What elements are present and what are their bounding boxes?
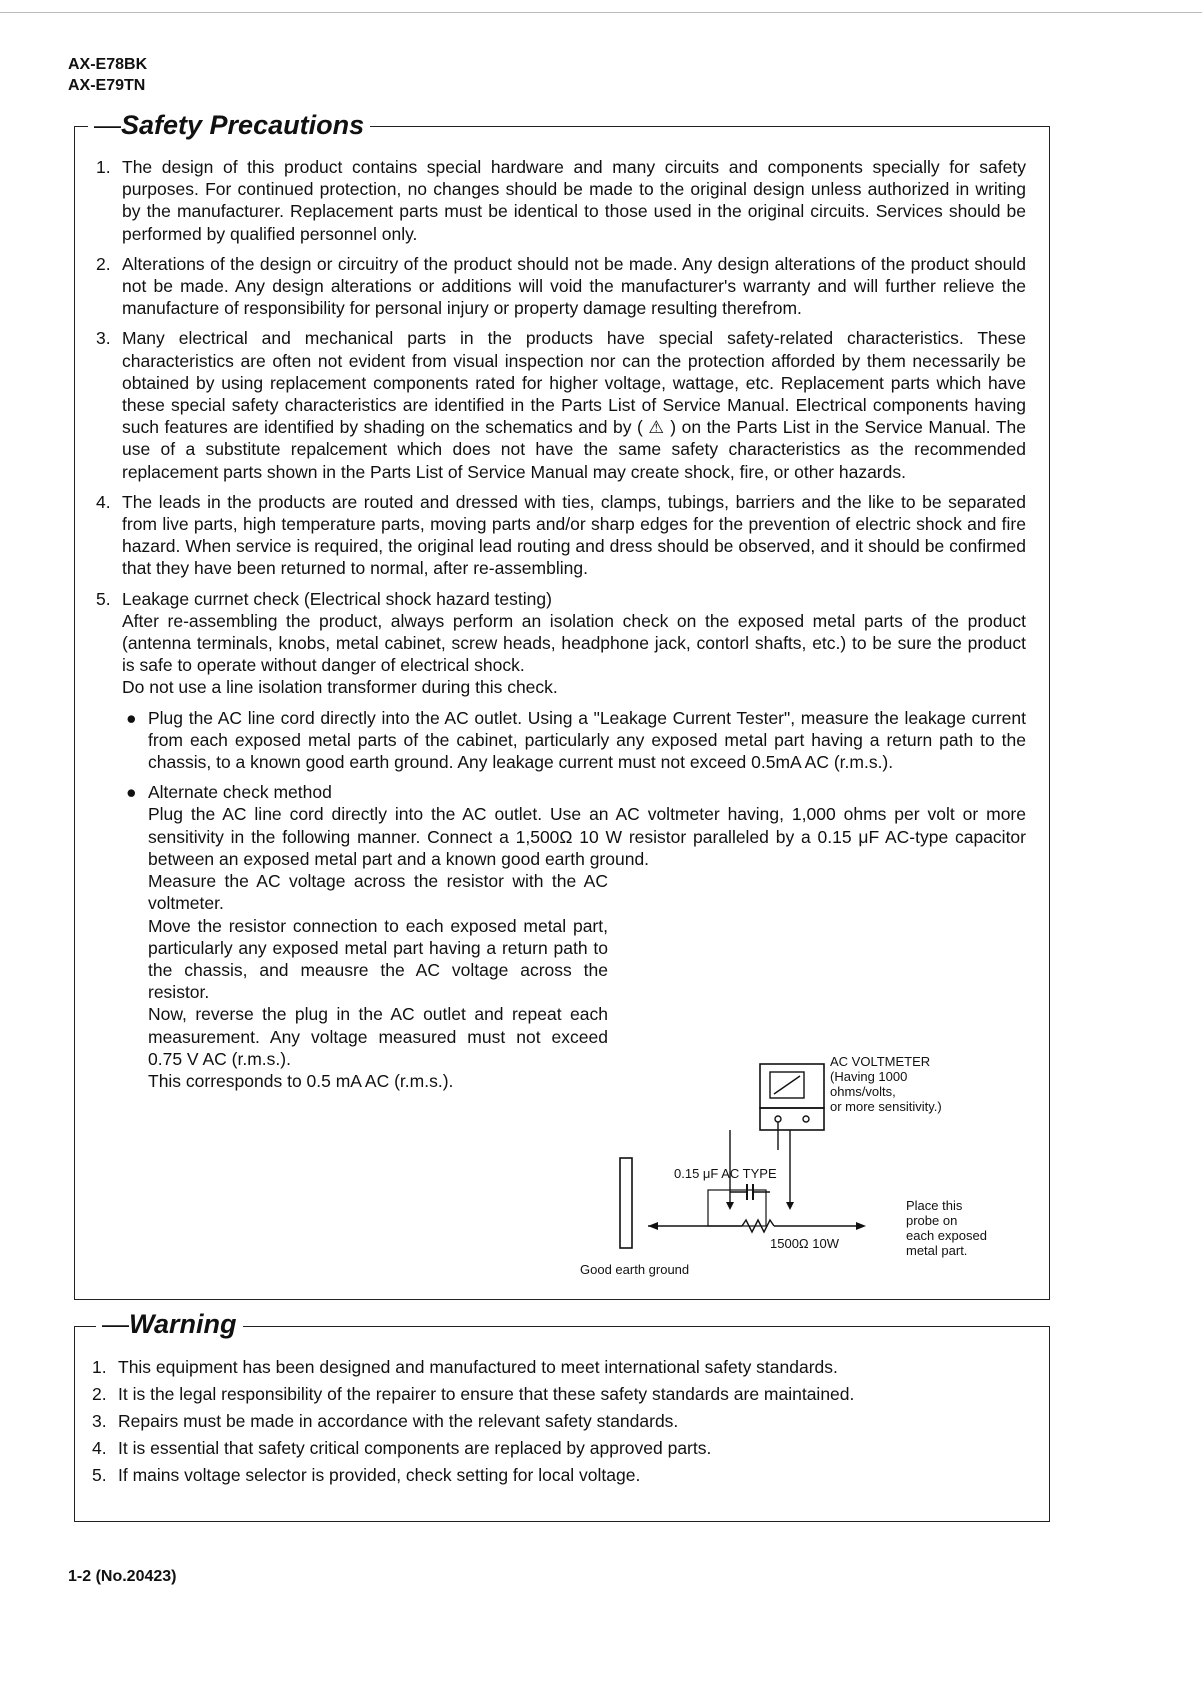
safety-item-3: 3. Many electrical and mechanical parts in the products have special safety-related characteristics. These characteristics are often not evident from visual inspection nor can the protection afforded by them necessarily be obtained by using replacement components rated for higher voltage, wattage, etc. Replacement parts which have these special safety characteristics are identified in the Parts List of Service Manual. Electrical components having such features are identified by shading on the schematics and by ( ⚠ ) on the Parts List in the Service Manual. The use of a substitute repalcement which does not have the same safety characteristics as the recommended replacement parts shown in the Parts List of Service Manual may create shock, fire, or other hazards.: [96, 328, 1026, 482]
bullet-alternate-method: [122, 781, 1026, 1092]
safety-item-1: 1. The design of this product contains special hardware and many circuits and components specially for safety purposes. For continued protection, no changes should be made to the original design unless authorized in writing by the manufacturer. Replacement parts must be identical to those used in the original circuits. Services should be performed by qualified personnel only.: [96, 157, 1026, 244]
alternate-method-steps: Measure the AC voltage across the resistor with the AC voltmeter. Move the resistor connection to each exposed metal part, particularly any exposed metal part having a return path to the chassis, and meausre the AC voltage across the resistor. Now, reverse the plug in the AC outlet and repeat each measurement. Any voltage measured must not exceed 0.75 V AC (r.m.s.). This corresponds to 0.5 mA AC (r.m.s.).: [148, 871, 608, 1091]
safety-item-2: 2. Alterations of the design or circuitry of the product should not be made. Any design alterations of the product should not be made. Any design alterations or additions will void the manufacturer's warranty and will further relieve the manufacture of responsibility for personal injury or property damage resulting therefrom.: [96, 253, 1026, 319]
leakage-check-heading: Leakage currnet check (Electrical shock hazard testing): [122, 588, 552, 609]
resistor-label: 1500Ω 10W: [770, 1236, 839, 1251]
probe-label-4: metal part.: [906, 1243, 968, 1258]
warning-item-4: 4. It is essential that safety critical components are replaced by approved parts.: [92, 1438, 712, 1458]
leakage-test-circuit-diagram: [580, 1050, 1040, 1290]
probe-label-1: Place this: [906, 1198, 963, 1213]
bullet-icon: ●: [126, 707, 137, 728]
model-numbers: [68, 54, 147, 96]
page-number: 1-2 (No.20423): [68, 1568, 177, 1585]
warning-item-5: 5. If mains voltage selector is provided, check setting for local voltage.: [92, 1465, 641, 1485]
voltmeter-label-4: or more sensitivity.): [830, 1099, 942, 1114]
capacitor-label: 0.15 μF AC TYPE: [674, 1166, 777, 1181]
bullet-icon: ●: [126, 782, 137, 803]
leakage-check-note: Do not use a line isolation transformer during this check.: [122, 677, 558, 698]
model-number-1: AX-E78BK: [68, 56, 148, 73]
safety-item-4: 4. The leads in the products are routed and dressed with ties, clamps, tubings, barriers and the like to be separated from live parts, high temperature parts, moving parts and/or sharp edges for the prevention of electric shock and fire hazard. When service is required, the original lead routing and dress should be observed, and it should be confirmed that they have been returned to normal, after re-assembling.: [96, 491, 1026, 579]
probe-label-3: each exposed: [906, 1228, 987, 1243]
bullet-leakage-tester: ● Plug the AC line cord directly into the AC outlet. Using a "Leakage Current Tester", measure the leakage current from each exposed metal parts of the cabinet, particularly any exposed metal part having a return path to the chassis, to a known good earth ground. Any leakage current must not exceed 0.5mA AC (r.m.s.).: [126, 707, 1026, 773]
voltmeter-label-3: ohms/volts,: [830, 1084, 896, 1099]
ground-label: Good earth ground: [580, 1262, 690, 1277]
safety-precautions-title: —Safety Precautions: [88, 109, 370, 141]
safety-item-5: 5. Leakage currnet check (Electrical shock hazard testing) After re-assembling the product, always perform an isolation check on the exposed metal parts of the product (antenna terminals, knobs, metal cabinet, screw heads, headphone jack, contorl shafts, etc.) to be sure the product is safe to operate without danger of electrical shock. Do not use a line isolation transformer during this check. ● Plug the AC line cord directly into the AC outlet. Using a "Leakage Current Tester", measure the leakage current from each exposed metal parts of the cabinet, particularly any exposed metal part having a return path to the chassis, to a known good earth ground. Any leakage current must not exceed 0.5mA AC (r.m.s.). ● Alternate check method Plug the AC line cord directly into the AC outlet. Use an AC voltmeter having, 1,000 ohms per volt or more sensitivity in the following manner. Connect a 1,500Ω 10 W resistor paralleled by a 0.15 μF AC-type capacitor between an exposed metal part and a known good earth ground. Measure the AC voltage across the resistor with the AC voltmeter. Move the resistor connection to each exposed metal part, particularly any exposed metal part having a return path to the chassis, and meausre the AC voltage across the resistor. Now, reverse the plug in the AC outlet and repeat each measurement. Any voltage measured must not exceed 0.75 V AC (r.m.s.). This corresponds to 0.5 mA AC (r.m.s.).: [96, 588, 1026, 1091]
alternate-method-paragraph: Plug the AC line cord directly into the AC outlet. Use an AC voltmeter having, 1,000 ohms per volt or more sensitivity in the following manner. Connect a 1,500Ω 10 W resistor paralleled by a 0.15 μF AC-type capacitor between an exposed metal part and a known good earth ground.: [148, 804, 1026, 869]
warning-title: —Warning: [96, 1308, 243, 1340]
warning-item-3: 3. Repairs must be made in accordance with the relevant safety standards.: [92, 1411, 679, 1431]
warning-items: [92, 1356, 1032, 1491]
top-rule: [0, 12, 1202, 13]
leakage-check-paragraph: After re-assembling the product, always perform an isolation check on the exposed metal parts of the product (antenna terminals, knobs, metal cabinet, screw heads, headphone jack, contorl shafts, etc.) to be sure the product is safe to operate without danger of electrical shock.: [122, 610, 1026, 676]
safety-items: [96, 156, 1026, 1100]
ground-bar-icon: [620, 1158, 632, 1248]
alternate-method-heading: Alternate check method: [148, 782, 332, 803]
model-number-2: AX-E79TN: [68, 77, 146, 94]
warning-item-1: 1. This equipment has been designed and manufactured to meet international safety standards.: [92, 1357, 838, 1377]
warning-item-2: 2. It is the legal responsibility of the repairer to ensure that these safety standards are maintained.: [92, 1384, 855, 1404]
voltmeter-label-1: AC VOLTMETER: [830, 1054, 931, 1069]
voltmeter-label-2: (Having 1000: [830, 1069, 908, 1084]
probe-label-2: probe on: [906, 1213, 958, 1228]
